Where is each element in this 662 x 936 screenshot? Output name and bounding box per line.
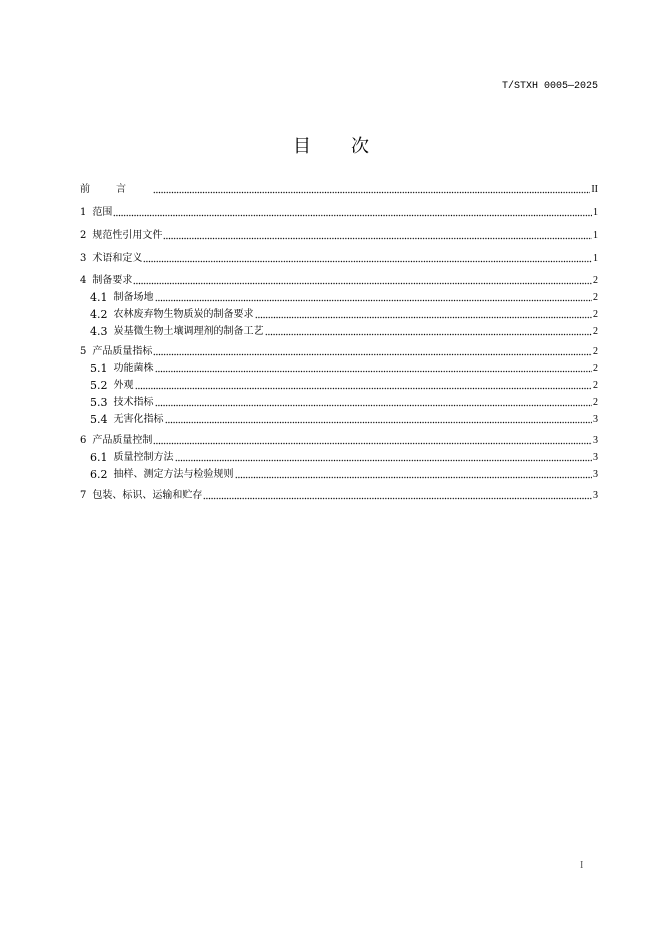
toc-entry-1[interactable]: [80, 205, 598, 219]
toc-entry-page: 2: [593, 346, 598, 357]
page-number: I: [580, 860, 584, 871]
dot-leader: [203, 490, 592, 500]
toc-entry-page: 3: [593, 452, 598, 463]
toc-entry-number: 4.3: [90, 325, 108, 338]
dot-leader: [235, 469, 593, 479]
toc-entry-4[interactable]: [80, 273, 598, 287]
toc-entry-number: 5.1: [90, 362, 108, 375]
dot-leader: [255, 309, 593, 319]
toc-entry-page: 2: [593, 380, 598, 391]
toc-entry-label: 制备要求: [92, 275, 133, 286]
toc-heading-char-2: 次: [351, 136, 369, 157]
toc-entry-4-1[interactable]: [90, 290, 598, 304]
toc-entry-label: 无害化指标: [113, 414, 164, 425]
toc-entry-page: 3: [593, 414, 598, 425]
toc-entry-label: 外观: [113, 380, 134, 391]
toc-entry-page: 1: [593, 207, 598, 218]
toc-entry-number: 4.2: [90, 308, 108, 321]
toc-entry-label: 农林废弃物生物质炭的制备要求: [113, 309, 254, 320]
toc-entry-label: 质量控制方法: [113, 452, 174, 463]
toc-entry-5-3[interactable]: [90, 395, 598, 409]
toc-entry-page: 1: [593, 230, 598, 241]
toc-entry-label: 制备场地: [113, 292, 154, 303]
toc-entry-page: 3: [593, 469, 598, 480]
toc-entry-5-4[interactable]: [90, 412, 598, 426]
toc-entry-number: 5.3: [90, 396, 108, 409]
toc-entry-number: 4: [80, 275, 87, 286]
dot-leader: [175, 452, 593, 462]
toc-entry-label: 产品质量控制: [92, 435, 153, 446]
toc-entry-7[interactable]: [80, 488, 598, 502]
dot-leader: [163, 230, 592, 240]
toc-entry-page: 2: [593, 326, 598, 337]
toc-entry-number: 6.1: [90, 451, 108, 464]
toc-entry-number: 5.4: [90, 413, 108, 426]
dot-leader: [153, 184, 590, 194]
toc-entry-number: 5.2: [90, 379, 108, 392]
toc-entry-5[interactable]: [80, 344, 598, 358]
toc-entry-number: 6.2: [90, 468, 108, 481]
toc-entry-number: 6: [80, 435, 87, 446]
standard-code: T/STXH 0005—2025: [501, 81, 598, 92]
dot-leader: [265, 326, 593, 336]
toc-entry-label: 术语和定义: [92, 253, 143, 264]
toc-entry-6[interactable]: [80, 433, 598, 447]
toc-entry-label: 产品质量指标: [92, 346, 153, 357]
toc-entry-label: 包装、标识、运输和贮存: [92, 490, 203, 501]
toc-entry-number: 4.1: [90, 291, 108, 304]
dot-leader: [165, 414, 593, 424]
toc-heading-char-1: 目: [293, 136, 311, 157]
toc-entry-label: 技术指标: [113, 397, 154, 408]
toc-entry-page: 2: [593, 309, 598, 320]
toc-entry-4-3[interactable]: [90, 324, 598, 338]
toc-entry-page: II: [591, 184, 598, 195]
dot-leader: [155, 292, 593, 302]
dot-leader: [143, 253, 592, 263]
toc-entry-page: 2: [593, 397, 598, 408]
toc-entry-4-2[interactable]: [90, 307, 598, 321]
toc-heading: [0, 132, 662, 158]
toc-entry-page: 2: [593, 275, 598, 286]
toc-entry-page: 3: [593, 490, 598, 501]
toc-entry-label: 炭基微生物土壤调理剂的制备工艺: [113, 326, 264, 337]
toc-entry-page: 2: [593, 292, 598, 303]
toc-entry-6-2[interactable]: [90, 467, 598, 481]
toc-entry-label: 前言: [80, 184, 152, 195]
dot-leader: [113, 207, 592, 217]
toc-entry-5-1[interactable]: [90, 361, 598, 375]
toc-entry-6-1[interactable]: [90, 450, 598, 464]
toc-entry-label: 功能菌株: [113, 363, 154, 374]
toc-entry-foreword[interactable]: [80, 182, 598, 196]
toc-entry-2[interactable]: [80, 228, 598, 242]
toc-entry-5-2[interactable]: [90, 378, 598, 392]
toc-entry-page: 2: [593, 363, 598, 374]
dot-leader: [155, 397, 593, 407]
toc-entry-3[interactable]: [80, 251, 598, 265]
toc-entry-number: 2: [80, 230, 87, 241]
dot-leader: [133, 275, 592, 285]
toc-entry-number: 3: [80, 253, 87, 264]
toc-entry-page: 3: [593, 435, 598, 446]
dot-leader: [155, 363, 593, 373]
toc-entry-label: 抽样、测定方法与检验规则: [113, 469, 234, 480]
dot-leader: [153, 435, 592, 445]
toc-entry-number: 7: [80, 490, 87, 501]
toc-entry-number: 1: [80, 207, 87, 218]
dot-leader: [153, 346, 592, 356]
toc-entry-label: 范围: [92, 207, 113, 218]
toc-entry-page: 1: [593, 253, 598, 264]
toc-entry-label: 规范性引用文件: [92, 230, 163, 241]
dot-leader: [135, 380, 593, 390]
toc-entry-number: 5: [80, 346, 87, 357]
